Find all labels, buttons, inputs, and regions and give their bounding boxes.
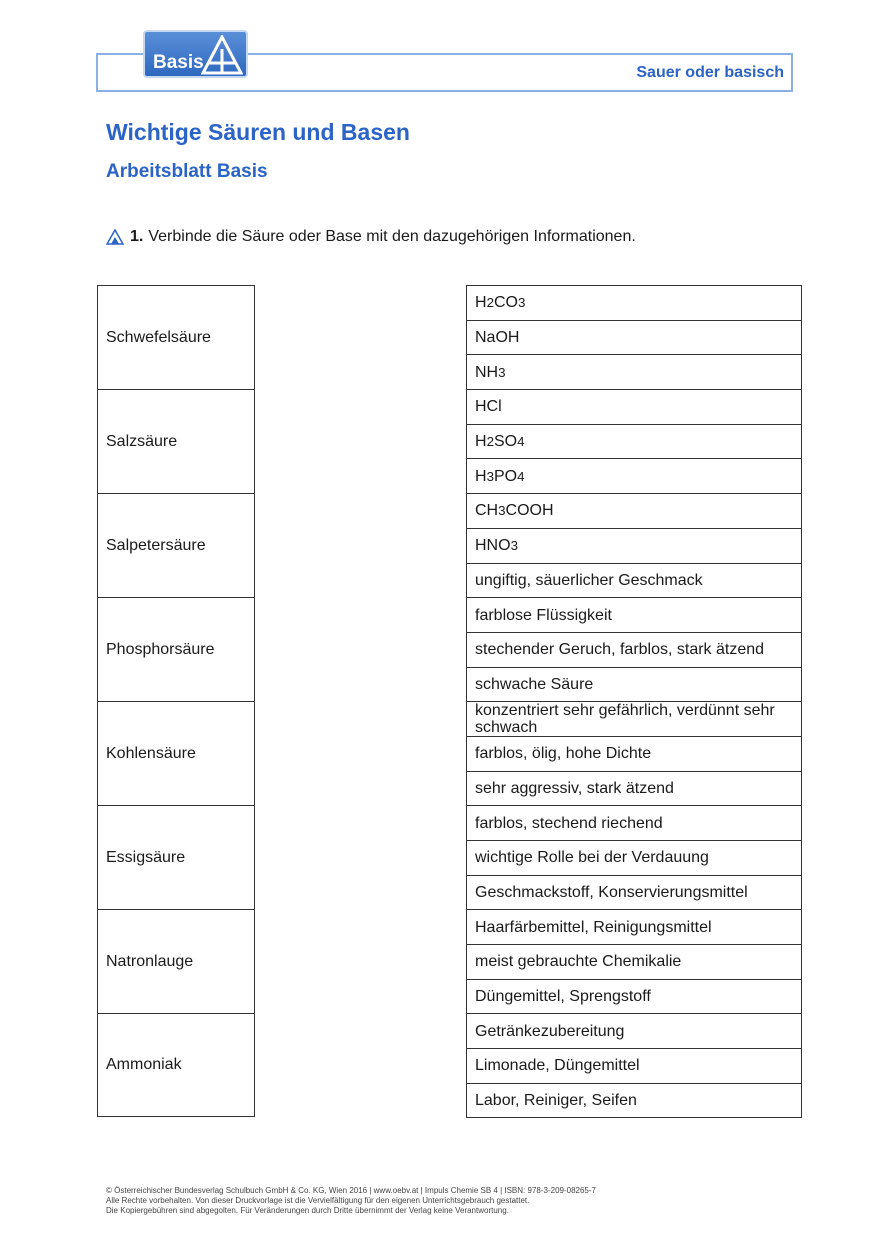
- task-text: Verbinde die Säure oder Base mit den dazugehörigen Informationen.: [148, 228, 636, 245]
- info-cell[interactable]: wichtige Rolle bei der Verdauung: [466, 840, 802, 875]
- info-cell[interactable]: stechender Geruch, farblos, stark ätzend: [466, 632, 802, 667]
- logo-text: Basis: [153, 52, 204, 73]
- info-cell[interactable]: Labor, Reiniger, Seifen: [466, 1083, 802, 1118]
- substance-cell[interactable]: Salzsäure: [97, 389, 255, 493]
- footer-line: © Österreichischer Bundesverlag Schulbuch GmbH & Co. KG, Wien 2016 | www.oebv.at | Impuls Chemie SB 4 | ISBN: 978-3-209-08265-7: [106, 1186, 596, 1195]
- info-cell[interactable]: NaOH: [466, 320, 802, 355]
- substance-cell[interactable]: Essigsäure: [97, 805, 255, 909]
- info-cell[interactable]: HCl: [466, 389, 802, 424]
- footer-line: Alle Rechte vorbehalten. Von dieser Druckvorlage ist die Vervielfältigung für den eigenen Unterrichtsgebrauch gestattet.: [106, 1196, 530, 1205]
- info-cell[interactable]: Getränkezubereitung: [466, 1013, 802, 1048]
- info-cell[interactable]: konzentriert sehr gefährlich, verdünnt sehr schwach: [466, 701, 802, 736]
- page-subtitle: Arbeitsblatt Basis: [106, 161, 268, 182]
- info-cell[interactable]: farblos, ölig, hohe Dichte: [466, 736, 802, 771]
- info-cell[interactable]: H 2 SO 4: [466, 424, 802, 459]
- page-title: Wichtige Säuren und Basen: [106, 119, 410, 145]
- info-cell[interactable]: schwache Säure: [466, 667, 802, 702]
- info-cell[interactable]: HNO 3: [466, 528, 802, 563]
- substance-cell[interactable]: Salpetersäure: [97, 493, 255, 597]
- basis-logo: [143, 30, 248, 78]
- footer-line: Die Kopiergebühren sind abgegolten. Für Veränderungen durch Dritte übernimmt der Verlag keine Verantwortung.: [106, 1206, 509, 1215]
- info-cell[interactable]: farblose Flüssigkeit: [466, 597, 802, 632]
- info-cell[interactable]: Geschmackstoff, Konservierungsmittel: [466, 875, 802, 910]
- substance-table: [97, 285, 255, 1117]
- substance-cell[interactable]: Ammoniak: [97, 1013, 255, 1117]
- info-cell[interactable]: H 3 PO 4: [466, 458, 802, 493]
- info-cell[interactable]: Limonade, Düngemittel: [466, 1048, 802, 1083]
- substance-cell[interactable]: Phosphorsäure: [97, 597, 255, 701]
- info-cell[interactable]: Haarfärbemittel, Reinigungsmittel: [466, 909, 802, 944]
- info-cell[interactable]: Düngemittel, Sprengstoff: [466, 979, 802, 1014]
- triangle-logo-icon: [201, 35, 243, 75]
- info-cell[interactable]: H 2 CO 3: [466, 285, 802, 320]
- substance-cell[interactable]: Kohlensäure: [97, 701, 255, 805]
- info-cell[interactable]: farblos, stechend riechend: [466, 805, 802, 840]
- task-number: 1.: [130, 228, 144, 245]
- info-cell[interactable]: CH 3 COOH: [466, 493, 802, 528]
- info-cell[interactable]: ungiftig, säuerlicher Geschmack: [466, 563, 802, 598]
- substance-cell[interactable]: Natronlauge: [97, 909, 255, 1013]
- substance-cell[interactable]: Schwefelsäure: [97, 285, 255, 389]
- info-table: [466, 285, 802, 1118]
- copyright-footer: [106, 1186, 596, 1216]
- level-triangle-icon: [106, 229, 124, 245]
- info-cell[interactable]: meist gebrauchte Chemikalie: [466, 944, 802, 979]
- info-cell[interactable]: sehr aggressiv, stark ätzend: [466, 771, 802, 806]
- task-instruction: [106, 228, 636, 246]
- info-cell[interactable]: NH 3: [466, 354, 802, 389]
- header-label: Sauer oder basisch: [636, 64, 784, 81]
